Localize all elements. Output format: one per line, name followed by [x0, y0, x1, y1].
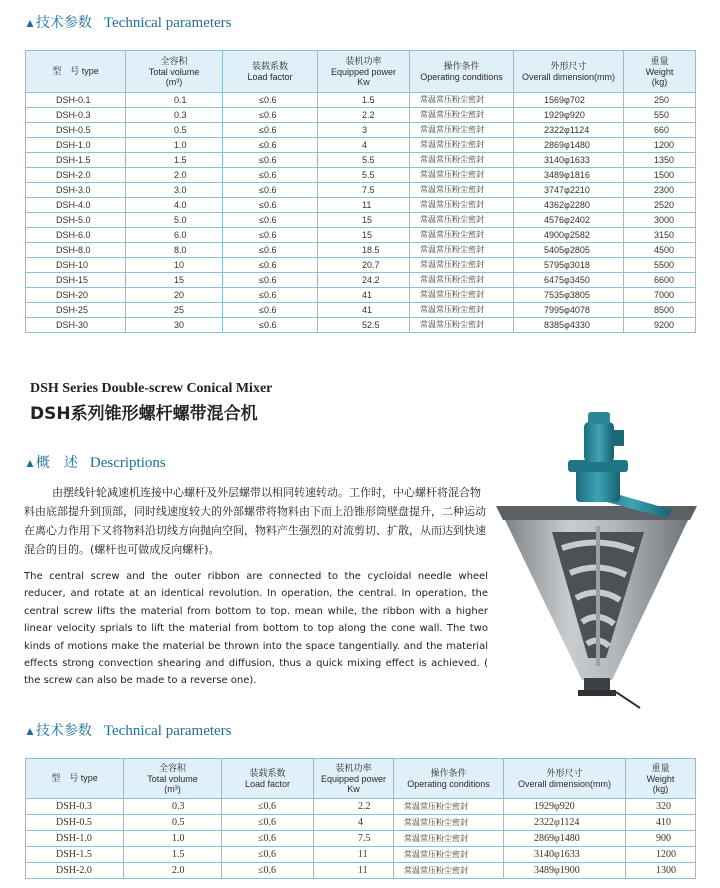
table-cell: 常温常压粉尘密封 — [410, 318, 514, 333]
table-cell: ≤0.6 — [223, 123, 318, 138]
table-cell: 2300 — [624, 183, 696, 198]
table-cell: ≤0.6 — [223, 303, 318, 318]
table-cell: 11 — [318, 198, 410, 213]
table-cell: 7000 — [624, 288, 696, 303]
table-cell: DSH-0.5 — [26, 123, 126, 138]
table-cell: 7.5 — [314, 831, 394, 847]
table-cell: DSH-1.5 — [26, 153, 126, 168]
table-cell: 7.5 — [318, 183, 410, 198]
table-cell: 常温常压粉尘密封 — [410, 198, 514, 213]
table-cell: 常温常压粉尘密封 — [410, 258, 514, 273]
table-cell: 2.0 — [126, 168, 223, 183]
header-dimension: 外形尺寸 Overall dimension(mm) — [504, 759, 626, 799]
table-cell: ≤0.6 — [222, 847, 314, 863]
table-cell: 常温常压粉尘密封 — [410, 273, 514, 288]
table-cell: 4362φ2280 — [514, 198, 624, 213]
table-cell: DSH-0.3 — [26, 108, 126, 123]
table-cell: 6475φ3450 — [514, 273, 624, 288]
table-cell: 常温常压粉尘密封 — [410, 153, 514, 168]
table-cell: 7995φ4078 — [514, 303, 624, 318]
table-cell: 常温常压粉尘密封 — [394, 815, 504, 831]
table-cell: 3000 — [624, 213, 696, 228]
table-cell: 2322φ1124 — [504, 815, 626, 831]
table-cell: 320 — [626, 799, 696, 815]
table-row — [26, 123, 696, 138]
gearbox — [576, 468, 620, 502]
table-cell: 660 — [624, 123, 696, 138]
table-cell: 5405φ2805 — [514, 243, 624, 258]
table-cell: 5.5 — [318, 153, 410, 168]
table-cell: ≤0.6 — [223, 153, 318, 168]
table-cell: ≤0.6 — [222, 815, 314, 831]
table-cell: ≤0.6 — [222, 831, 314, 847]
table-cell: 1500 — [624, 168, 696, 183]
table-cell: 20.7 — [318, 258, 410, 273]
table-cell: 1.0 — [124, 831, 222, 847]
table-cell: 15 — [318, 213, 410, 228]
table-cell: ≤0.6 — [223, 273, 318, 288]
table-cell: 3150 — [624, 228, 696, 243]
table-row — [26, 198, 696, 213]
description-chinese: 由摆线针轮减速机连接中心螺杆及外层螺带以相同转速转动。工作时，中心螺杆将混合物料由底部提升到顶部，同时线速度较大的外部螺带将物料由下而上沿锥形筒壁盘提升，二种运动在离心力作用下又将物料沿切线方向抛向空间，物料产生强烈的对流剪切、扩散，从而达到快速混合的目的。(螺杆也可做成反向螺杆)。 — [24, 486, 486, 556]
table-cell: 11 — [314, 863, 394, 879]
table-row — [26, 847, 696, 863]
table-cell: 7535φ3805 — [514, 288, 624, 303]
table-row — [26, 168, 696, 183]
table-cell: 2869φ1480 — [504, 831, 626, 847]
table-cell: 9200 — [624, 318, 696, 333]
table-row — [26, 108, 696, 123]
table-row — [26, 183, 696, 198]
table-cell: DSH-1.0 — [26, 831, 124, 847]
table-row — [26, 243, 696, 258]
table-cell: DSH-0.1 — [26, 93, 126, 108]
table-cell: DSH-1.5 — [26, 847, 124, 863]
table-cell: DSH-20 — [26, 288, 126, 303]
table-row — [26, 318, 696, 333]
table-cell: 25 — [126, 303, 223, 318]
table-cell: ≤0.6 — [223, 183, 318, 198]
table-body — [26, 799, 696, 879]
header-volume: 全容积 Total volume (m³) — [124, 759, 222, 799]
table-cell: 4900φ2582 — [514, 228, 624, 243]
table-cell: 8385φ4330 — [514, 318, 624, 333]
mixer-title-cn: DSH系列锥形螺杆螺带混合机 — [30, 404, 258, 424]
technical-parameters-table — [25, 50, 696, 333]
table-cell: 11 — [314, 847, 394, 863]
table-cell: DSH-5.0 — [26, 213, 126, 228]
table-cell: ≤0.6 — [223, 318, 318, 333]
table-cell: ≤0.6 — [223, 198, 318, 213]
triangle-bullet-icon: ▲ — [24, 724, 36, 738]
table-cell: 1300 — [626, 863, 696, 879]
table-row — [26, 138, 696, 153]
table-row — [26, 213, 696, 228]
table-cell: 8.0 — [126, 243, 223, 258]
table-cell: DSH-30 — [26, 318, 126, 333]
table-cell: 1929φ920 — [514, 108, 624, 123]
table-cell: 常温常压粉尘密封 — [394, 831, 504, 847]
table-cell: 41 — [318, 288, 410, 303]
triangle-bullet-icon: ▲ — [24, 16, 36, 30]
table-cell: 5.5 — [318, 168, 410, 183]
header-weight: 重量 Weight (kg) — [626, 759, 696, 799]
table-cell: DSH-2.0 — [26, 863, 124, 879]
table-cell: 18.5 — [318, 243, 410, 258]
table-cell: 3.0 — [126, 183, 223, 198]
table-cell: 常温常压粉尘密封 — [394, 863, 504, 879]
table-cell: 1.5 — [126, 153, 223, 168]
table-cell: ≤0.6 — [222, 799, 314, 815]
table-cell: 2520 — [624, 198, 696, 213]
table-cell: 20 — [126, 288, 223, 303]
table-cell: ≤0.6 — [223, 258, 318, 273]
table-cell: 10 — [126, 258, 223, 273]
table-cell: 5795φ3018 — [514, 258, 624, 273]
table-cell: 1569φ702 — [514, 93, 624, 108]
table-cell: 常温常压粉尘密封 — [410, 303, 514, 318]
table-cell: ≤0.6 — [223, 93, 318, 108]
table-cell: 410 — [626, 815, 696, 831]
table-cell: 常温常压粉尘密封 — [410, 168, 514, 183]
table-cell: 常温常压粉尘密封 — [410, 183, 514, 198]
header-weight: 重量 Weight (kg) — [624, 51, 696, 93]
technical-parameters-table-2 — [25, 758, 696, 879]
header-operating-conditions: 操作条件 Operating conditions — [410, 51, 514, 93]
table-cell: ≤0.6 — [223, 108, 318, 123]
table-cell: DSH-4.0 — [26, 198, 126, 213]
table-cell: 8500 — [624, 303, 696, 318]
table-cell: 3747φ2210 — [514, 183, 624, 198]
table-cell: 1.0 — [126, 138, 223, 153]
table-cell: 常温常压粉尘密封 — [394, 847, 504, 863]
table-row — [26, 153, 696, 168]
header-power: 装机功率 Equipped power Kw — [318, 51, 410, 93]
table-cell: 2869φ1480 — [514, 138, 624, 153]
table-cell: DSH-25 — [26, 303, 126, 318]
table-cell: DSH-1.0 — [26, 138, 126, 153]
table-cell: 3 — [318, 123, 410, 138]
table-cell: 900 — [626, 831, 696, 847]
table-cell: 常温常压粉尘密封 — [410, 138, 514, 153]
discharge-valve — [584, 678, 610, 692]
table-cell: 3489φ1900 — [504, 863, 626, 879]
table-cell: 250 — [624, 93, 696, 108]
table-row — [26, 863, 696, 879]
header-load-factor: 装载系数 Load factor — [223, 51, 318, 93]
header-type: 型 号 type — [26, 759, 124, 799]
table-cell: 3489φ1816 — [514, 168, 624, 183]
table-cell: 1.5 — [318, 93, 410, 108]
table-cell: DSH-0.5 — [26, 815, 124, 831]
table-cell: 常温常压粉尘密封 — [394, 799, 504, 815]
table-cell: 4.0 — [126, 198, 223, 213]
table-cell: 52.5 — [318, 318, 410, 333]
table-cell: 1.5 — [124, 847, 222, 863]
table-cell: 30 — [126, 318, 223, 333]
table-cell: 4 — [314, 815, 394, 831]
table-cell: 4576φ2402 — [514, 213, 624, 228]
table-cell: 常温常压粉尘密封 — [410, 213, 514, 228]
table-cell: 0.3 — [124, 799, 222, 815]
mixer-title-en: DSH Series Double-screw Conical Mixer — [30, 381, 273, 396]
section-title-descriptions: ▲概 述 Descriptions — [24, 455, 166, 471]
table-row — [26, 288, 696, 303]
table-cell: ≤0.6 — [223, 243, 318, 258]
table-cell: 1350 — [624, 153, 696, 168]
table-cell: 1200 — [624, 138, 696, 153]
table-cell: 常温常压粉尘密封 — [410, 123, 514, 138]
table-cell: DSH-10 — [26, 258, 126, 273]
table-cell: DSH-6.0 — [26, 228, 126, 243]
table-row — [26, 831, 696, 847]
table-cell: 2.2 — [314, 799, 394, 815]
header-dimension: 外形尺寸 Overall dimension(mm) — [514, 51, 624, 93]
table-cell: 6.0 — [126, 228, 223, 243]
table-cell: DSH-15 — [26, 273, 126, 288]
header-type: 型 号 type — [26, 51, 126, 93]
table-cell: 5500 — [624, 258, 696, 273]
triangle-bullet-icon: ▲ — [24, 456, 36, 470]
table-cell: 常温常压粉尘密封 — [410, 228, 514, 243]
table-row — [26, 303, 696, 318]
table-cell: 4500 — [624, 243, 696, 258]
table-row — [26, 258, 696, 273]
table-cell: 1929φ920 — [504, 799, 626, 815]
table-body — [26, 93, 696, 333]
conical-mixer-image — [484, 408, 710, 714]
table-cell: 5.0 — [126, 213, 223, 228]
table-cell: 常温常压粉尘密封 — [410, 243, 514, 258]
table-cell: ≤0.6 — [223, 228, 318, 243]
table-cell: 1200 — [626, 847, 696, 863]
table-row — [26, 799, 696, 815]
table-cell: ≤0.6 — [223, 288, 318, 303]
table-cell: 6600 — [624, 273, 696, 288]
table-cell: ≤0.6 — [223, 138, 318, 153]
description-english: The central screw and the outer ribbon are connected to the cycloidal needle wheel reducer, and rotate at an identical revolution. In operation, the central. In operation, the central screw lifts the material from bottom to top. mean while, the ribbon with a higher linear velocity sprials to lift the material from bottom to top along the cone wall. The two kinds of motions make the material be thrown into the space tangentially. and the material effects strong convection shearing and diffusion, thus a quick mixing effect is achieved. ( the screw can also be made to a reverse one). — [24, 571, 488, 687]
table-cell: 4 — [318, 138, 410, 153]
table-cell: 550 — [624, 108, 696, 123]
table-row — [26, 93, 696, 108]
table-cell: 2.0 — [124, 863, 222, 879]
table-cell: ≤0.6 — [223, 213, 318, 228]
header-operating-conditions: 操作条件 Operating conditions — [394, 759, 504, 799]
table-cell: ≤0.6 — [222, 863, 314, 879]
table-cell: 0.3 — [126, 108, 223, 123]
table-cell: 常温常压粉尘密封 — [410, 288, 514, 303]
table-cell: DSH-0.3 — [26, 799, 124, 815]
header-power: 装机功率 Equipped power Kw — [314, 759, 394, 799]
table-cell: 2322φ1124 — [514, 123, 624, 138]
table-cell: 常温常压粉尘密封 — [410, 108, 514, 123]
table-cell: ≤0.6 — [223, 168, 318, 183]
table-row — [26, 815, 696, 831]
section-title-technical-parameters: ▲技术参数 Technical parameters — [24, 15, 232, 31]
table-cell: 15 — [318, 228, 410, 243]
table-cell: 0.5 — [126, 123, 223, 138]
section-title-technical-parameters-2: ▲技术参数 Technical parameters — [24, 723, 232, 739]
header-load-factor: 装载系数 Load factor — [222, 759, 314, 799]
table-cell: 15 — [126, 273, 223, 288]
table-cell: 0.1 — [126, 93, 223, 108]
table-cell: 24.2 — [318, 273, 410, 288]
table-row — [26, 228, 696, 243]
motor — [584, 422, 614, 462]
table-cell: 41 — [318, 303, 410, 318]
table-cell: DSH-2.0 — [26, 168, 126, 183]
table-cell: 3140φ1633 — [514, 153, 624, 168]
table-cell: 3140φ1633 — [504, 847, 626, 863]
table-cell: 2.2 — [318, 108, 410, 123]
table-cell: 0.5 — [124, 815, 222, 831]
table-cell: DSH-3.0 — [26, 183, 126, 198]
table-cell: DSH-8.0 — [26, 243, 126, 258]
table-cell: 常温常压粉尘密封 — [410, 93, 514, 108]
header-volume: 全容积 Total volume (m³) — [126, 51, 223, 93]
table-row — [26, 273, 696, 288]
